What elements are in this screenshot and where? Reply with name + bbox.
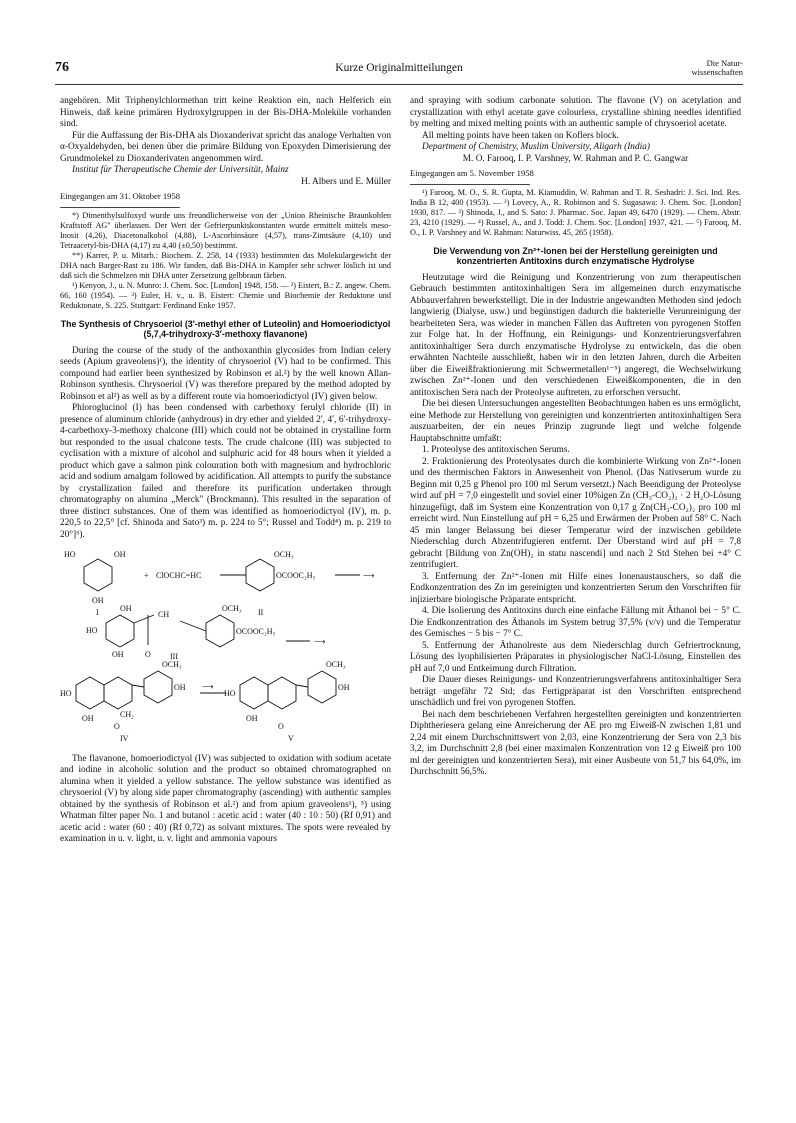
department-line: Department of Chemistry, Muslim University, Aligarh (India) — [422, 142, 650, 152]
footnotes — [60, 211, 391, 311]
left-column — [60, 96, 391, 846]
article-title: The Synthesis of Chrysoeriol (3′-methyl ether of Luteolin) and Homoeriodictyol (5,7,4-trihydroxy-3′-methoxy flavanone) — [60, 318, 391, 339]
chem-IV-oh: OH — [174, 683, 186, 692]
page-number: 76 — [55, 60, 69, 75]
chem-V-o: O — [278, 722, 284, 731]
footnote-double-star: **) Karrer, P. u. Mitarb.: Biochem. Z. 258, 14 (1933) bestimmten das Molekulargewicht der DHA nach Barger-Rast zu 186. Wir fanden, daß Bis-DHA in Kampfer sehr schwer löslich ist und daß sich die Schmelzen mit DHA unter Zersetzung gelbbraun färben. — [60, 250, 391, 280]
intro-paragraph-1: angehören. Mit Triphenylchlormethan tritt keine Reaktion ein, nach Helferich ein Hinweis, daß keine primären Hydroxylgruppen in der Bis-DHA-Moleküle vorhanden sind. — [60, 96, 391, 129]
footnote-star: *) Dimenthylsulfoxyd wurde uns freundlicherweise von der „Union Rheinische Braunkohlen Kraftstoff AG" überlassen. Der Wert der Gefrierpunktskonstanten wurde ermittelt mittels meso-Inosit (4,26), Diacetonalkohol (4,88), L-Ascorbinsäure (4,57), trans-Zimtsäure (4,10) und Tetraacetyl-bis-DHA (4,17) zu 4,40 (±0,50) bestimmt. — [60, 210, 391, 250]
chem-I-ho: HO — [64, 550, 76, 559]
references-list: ¹) Farooq, M. O., S. R. Gupta, M. Kiamuddin, W. Rahman and T. R. Seshadri: J. Sci. Ind. Res. India B 12, 400 (1953). — ²) Lovecy, A., R. Robinson and S. Sugasawa: J. Chem. Soc. [London] 1930, 817. — ³) Shinoda, J., and S. Sato: J. Pharmac. Soc. Japan 49, 6470 (1929). — Chem. Abstr. 23, 4210 (1929). — ⁴) Russel, A., and J. Todd: J. Chem. Soc. [London] 1937, 421. — ⁵) Farooq, M. O., I. P. Varshney and W. Rahman: Naturwiss. 45, 265 (1958). — [410, 187, 741, 237]
chem-label-V: V — [288, 734, 294, 743]
received-date-right: Eingegangen am 5. November 1958 — [410, 168, 534, 178]
ring-IV-a — [76, 677, 104, 709]
chem-II-reagent: ClOCHC=HC — [156, 571, 202, 580]
chem-II-och3: OCH₃ — [274, 550, 294, 559]
chem-I-oh-top: OH — [114, 550, 126, 559]
page-header — [55, 54, 743, 85]
paragraph-1: Heutzutage wird die Reinigung und Konzentrierung von zum therapeutischen Gebrauch bestimmten antitoxinhaltigen Sera im allgemeinen durch enzymatische Abbauverfahren bewerkstelligt. Die in der Industrie angewandten Methoden sind jedoch langwierig (Dialyse, usw.) und begünstigen dadurch die bakterielle Verunreinigung der bearbeiteten Sera, was wieder in manchen Fällen das Auftreten von pyrogenen Stoffen zur Folge hat. In der Hoffnung, ein Reinigungs- und Konzentrierungsverfahren antitoxinhaltiger Sera durch enzymatische Hydrolyse zu entwickeln, das die oben erwähnten Nachteile ausschließt, haben wir in den letzten Jahren, durch die Arbeiten über die Eiweißfraktionierung mit Schwermetallen¹⁻⁵) angeregt, die Wechselwirkung zwischen Zn²⁺-Ionen und den verschiedenen Eiweißkomponenten, die in den antitoxischen Sera nach der Proteolyse auftreten, zu erforschen versucht. — [410, 272, 741, 398]
chem-label-II: II — [258, 608, 264, 617]
step-1: 1. Proteolyse des antitoxischen Serums. — [422, 445, 570, 455]
ring-V-a — [240, 677, 268, 709]
chem-I-oh-bottom: OH — [92, 596, 104, 605]
article-title-right: Die Verwendung von Zn²⁺-Ionen bei der Herstellung gereinigten und konzentrierten Antitoxins durch enzymatische Hydrolyse — [433, 245, 718, 266]
chem-III-ester: OCOOC₂H₅ — [236, 627, 276, 636]
step-4: 4. Die Isolierung des Antitoxins durch eine einfache Fällung mit Äthanol bei − 5° C. Die Endkonzentration des Äthanols im System betrug 37,5% (v/v) und die Temperatur des Gemisches − 5 bis − 7° C. — [410, 606, 741, 639]
chem-arrow-2: ⟶ — [314, 637, 326, 646]
body-paragraph-1: During the course of the study of the anthoxanthin glycosides from Indian celery seeds (Apium graveolens)¹), the identity of chrysoeriol (V) had to be confirmed. This compound had earlier been synthesized by Robinson et al.²) by the well known Allan-Robinson synthesis. Chrysoeriol (V) was therefore prepared by the method adopted by Robinson et al²) as well as by a different route via homoeriodictyol (IV) given below. — [60, 345, 391, 402]
ring-III-b — [206, 615, 234, 647]
chem-III-och3: OCH₃ — [222, 604, 242, 613]
references: ¹) Kenyon, J., u. N. Munro: J. Chem. Soc. [London] 1948, 158. — ²) Eistert, B.: Z. angew. Chem. 66, 160 (1954). — ³) Euler, H. v., u. B. Eistert: Chemie und Biochemie der Reduktone und Reduktonate, S. 225. Stuttgart: Ferdinand Enke 1957. — [60, 280, 391, 310]
body-paragraph-2: Phloroglucinol (I) has been condensed with carbethoxy ferulyl chloride (II) in presence of aluminum chloride (anhydrous) in dry ether and yielded 2′, 4′, 6′-trihydroxy-4-carbethoxy-3-methoxy chalcone (III) which could not be obtained in crystalline form but responded to the usual chalcone tests. The crude chalcone (III) was subjected to cyclisation with a mixture of alcohol and sulphuric acid for 48 hours when it yielded a product which gave a salmon pink colouration both with magnesium and hydrochloric acid and sodium amalgam followed by acidification. All attempts to purify the substance by crystallization failed and therefore its purification undertaken through chromatography on alumina „Merck" (Brockmann). This resulted in the separation of three distinct substances. One of them was identified as homoeriodictyol (IV), m. p. 220,5 to 22,5° [cf. Shinoda and Sato³) m. p. 224 to 5°; Russel and Todd⁴) m. p. 219 to 20°]⁵). — [60, 403, 391, 540]
step-5: 5. Entfernung der Äthanolreste aus dem Niederschlag durch Gefriertrocknung, Lösung des lyophilisierten Präparates in physiologischer NaCl-Lösung, Einstellen des pH auf 7,0 und Entkeimung durch Filtration. — [410, 640, 741, 674]
ring-III-a — [106, 615, 134, 647]
continuation-paragraph-2: All melting points have been taken on Koflers block. — [422, 130, 619, 141]
chem-arrow-1: ⟶ — [363, 571, 375, 580]
chem-V-oh-bottom: OH — [246, 714, 258, 723]
chem-label-I: I — [96, 608, 99, 617]
footnote-rule-right — [410, 184, 530, 185]
authors-line: H. Albers und E. Müller — [301, 176, 391, 187]
step-2: 2. Fraktionierung des Proteolysates durch die kombinierte Wirkung von Zn²⁺-Ionen und des thermischen Faktors in Anwesenheit von Phenol. (Das Nativserum wurde zu Beginn mit 0,25 g Phenol pro 100 ml Serum versetzt.) Nach Beendigung der Proteolyse wird auf pH = 7,0 eingestellt und soviel einer 10%igen Zn (CH₃-CO₂)₂ · 2 H₂O-Lösung hinzugefügt, daß im System eine Konzentration von 0,17 g Zn(CH₃-CO₂)₂ pro 100 ml erreicht wird. Nun Einstellung auf pH = 6,25 und Erwärmen der Proben auf 58° C. Nach 45 min langer Belassung bei dieser Temperatur wird der inzwischen gebildete Niederschlag durch Abzentrifugieren entfernt. Der Überstand wird auf pH = 7,8 gebracht [Bildung von Zn(OH)₂ in statu nascendi] und nach 2 Std Stehen bei +4° C zentrifugiert. — [410, 456, 741, 570]
chem-IV-oh-bottom: OH — [82, 714, 94, 723]
chem-III-ch: CH — [158, 610, 170, 619]
ring-II — [246, 559, 274, 591]
institute-line: Institut für Therapeutische Chemie der Universität, Mainz — [72, 165, 289, 175]
step-3: 3. Entfernung der Zn²⁺-Ionen mit Hilfe eines Ionenaustauschers, so daß die Endkonzentration des Zn im gereinigten und konzentrierten Serum den Vorschriften für injizierbare biologische Präparate entspricht. — [410, 571, 741, 605]
chem-IV-ho: HO — [60, 689, 72, 698]
chem-IV-o: O — [114, 722, 120, 731]
paragraph-4: Bei nach dem beschriebenen Verfahren hergestellten gereinigten und konzentrierten Diphtheriesera gelang eine Anreicherung der AE pro mg Eiweiß-N zwischen 1,81 und 2,24 mit einem Durchschnittswert von 2,03, eine Konzentrierung der Sera von 2,3 bis 3,2, im Durchschnitt 2,8 (bei einer maximalen Konzentration von 12 g Eiweiß pro 100 ml der gereinigten und konzentrierten Sera), mit einer Ausbeute von 51,7 bis 64,0%, im Durchschnitt 56,5%. — [410, 709, 741, 777]
paragraph-3: Die Dauer dieses Reinigungs- und Konzentrierungsverfahrens antitoxinhaltiger Sera beträgt ungefähr 72 Std; das Fertigpräparat ist den Vorschriften entsprechend unschädlich und frei von pyrogenen Stoffen. — [410, 675, 741, 708]
chem-IV-ch2: CH₂ — [120, 710, 134, 719]
ring-V-b — [268, 677, 296, 709]
chem-plus: + — [144, 571, 149, 580]
chem-IV-och3: OCH₃ — [162, 660, 182, 669]
right-column — [410, 96, 741, 779]
chem-V-ho: HO — [224, 689, 236, 698]
chem-III-oh-top: OH — [120, 604, 132, 613]
authors-line-right: M. O. Farooq, I. P. Varshney, W. Rahman and P. C. Gangwar — [462, 153, 689, 164]
references-right — [410, 188, 741, 238]
chem-V-och3: OCH₃ — [326, 660, 346, 669]
chem-III-o: O — [145, 650, 151, 659]
continuation-paragraph-1: and spraying with sodium carbonate solution. The flavone (V) on acetylation and crystallization with ethyl acetate gave colourless, crystalline shining needles identified by melting and mixed melting points with an authentic sample of chrysoeriol acetate. — [410, 96, 741, 129]
received-date: Eingegangen am 31. Oktober 1958 — [60, 191, 181, 201]
ring-IV-c — [144, 671, 172, 703]
paragraph-2: Die bei diesen Untersuchungen angestellten Beobachtungen haben es uns ermöglicht, eine Methode zur Herstellung von gereinigten und konzentrierten antitoxinhaltigen Sera auszuarbeiten, der ein neues Prinzip zugrunde liegt und welche folgende Hauptabschnitte umfaßt: — [410, 399, 741, 444]
journal-name — [692, 59, 743, 77]
chem-label-III: III — [170, 652, 178, 661]
intro-paragraph-2: Für die Auffassung der Bis-DHA als Dioxanderivat spricht das analoge Verhalten von α-Oxyaldehyden, bei denen über die primäre Bildung von Epoxyden Dimerisierung der Grundmolekel zu Dioxanderivaten angenommen wird. — [60, 130, 391, 164]
chem-label-IV: IV — [120, 734, 129, 743]
chem-III-oh-bottom: OH — [112, 650, 124, 659]
reaction-scheme — [60, 545, 391, 745]
body-paragraph-3: The flavanone, homoeriodictyol (IV) was subjected to oxidation with sodium acetate and iodine in alcoholic solution and the product so obtained chromatographed on alumina when it yielded a yellow substance. The yellow substance was identified as chrysoeriol (V) by along side paper chromatography (ascending) with authentic samples obtained by the synthesis of Robinson et al.²) and from apium graveolens¹), ⁵) using Whatman filter paper No. 1 and butanol : acetic acid : water (40 : 10 : 50) (Rf 0,91) and acetic acid : water (60 : 40) (Rf 0,72) as solvant mixtures. The spots were revealed by examination in u. v. light, u. v. light and ammonia vapours — [60, 753, 391, 844]
ring-I — [84, 559, 112, 591]
chem-arrow-3: ⟶ — [202, 682, 214, 691]
chem-V-oh: OH — [338, 683, 350, 692]
journal-name-line2: wissenschaften — [691, 67, 743, 77]
section-title: Kurze Originalmitteilungen — [335, 62, 463, 74]
ring-IV-b — [104, 677, 132, 709]
chem-III-ho: HO — [86, 626, 98, 635]
journal-name-line1: Die Natur- — [706, 58, 743, 68]
chem-II-ester: OCOOC₂H₅ — [276, 571, 316, 580]
ring-V-c — [308, 671, 336, 703]
footnote-rule — [60, 207, 180, 208]
